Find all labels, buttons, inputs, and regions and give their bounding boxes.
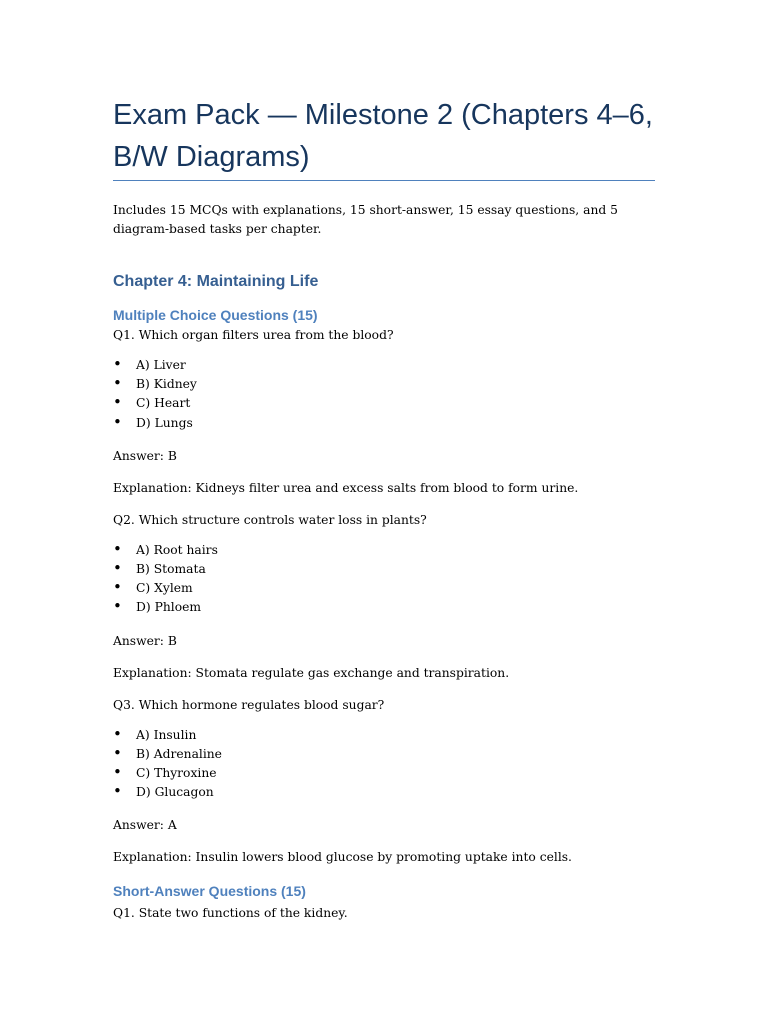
option-list [113,726,658,803]
question-prompt: Q2. Which structure controls water loss in plants? [113,512,427,527]
chapter-heading: Chapter 4: Maintaining Life [113,273,319,290]
answer-line: Answer: A [113,818,177,833]
option-item: • C) Heart [113,394,658,413]
short-answer-heading: Short-Answer Questions (15) [113,883,306,900]
option-item: • B) Adrenaline [113,745,658,764]
option-item: • D) Glucagon [113,783,658,802]
question-prompt: Q3. Which hormone regulates blood sugar? [113,697,385,712]
explanation-line: Explanation: Stomata regulate gas exchange and transpiration. [113,665,510,680]
option-list [113,356,658,433]
option-list [113,541,658,618]
option-item: • C) Xylem [113,579,658,598]
title-underline [113,180,655,181]
intro-paragraph: Includes 15 MCQs with explanations, 15 short-answer, 15 essay questions, and 5 diagram-based tasks per chapter. [113,203,618,236]
document-body [113,270,658,936]
option-item: • D) Phloem [113,598,658,617]
explanation-line: Explanation: Insulin lowers blood glucose by promoting uptake into cells. [113,850,572,865]
explanation-line: Explanation: Kidneys filter urea and excess salts from blood to form urine. [113,480,579,495]
document-title: Exam Pack — Milestone 2 (Chapters 4–6, B/W Diagrams) [113,99,653,173]
option-item: • A) Liver [113,356,658,375]
option-item: • D) Lungs [113,414,658,433]
answer-line: Answer: B [113,448,177,463]
option-item: • B) Stomata [113,560,658,579]
question-prompt: Q1. Which organ filters urea from the blood? [113,328,394,342]
option-item: • B) Kidney [113,375,658,394]
option-item: • A) Insulin [113,726,658,745]
option-item: • A) Root hairs [113,541,658,560]
option-item: • C) Thyroxine [113,764,658,783]
mcq-heading: Multiple Choice Questions (15) [113,307,318,323]
short-answer-question: Q1. State two functions of the kidney. [113,906,348,921]
answer-line: Answer: B [113,633,177,648]
